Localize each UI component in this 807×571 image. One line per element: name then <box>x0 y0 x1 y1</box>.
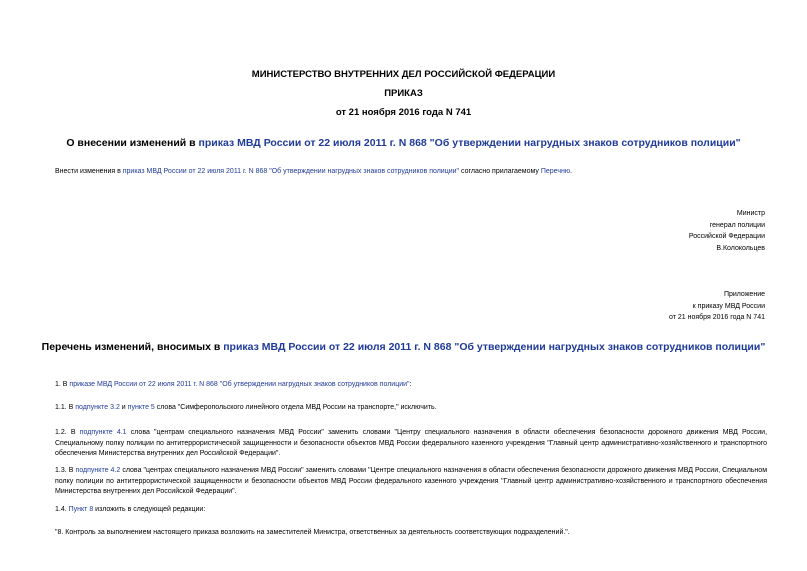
document-title-prefix: О внесении изменений в <box>66 137 199 149</box>
item-1-suffix: : <box>409 381 412 388</box>
item-1-2-prefix: 1.2. В <box>55 429 80 436</box>
intro-suffix: . <box>570 168 573 175</box>
item-1-1-link-point[interactable]: пункте 5 <box>127 404 155 411</box>
item-1-1 <box>55 403 437 413</box>
list-title <box>0 341 807 353</box>
item-1-3 <box>55 466 767 498</box>
list-title-link[interactable]: приказ МВД России от 22 июля 2011 г. N 868 "Об утверждении нагрудных знаков сотрудников полиции" <box>223 341 766 353</box>
appendix-line-3: от 21 ноября 2016 года N 741 <box>669 314 765 321</box>
item-1-3-link[interactable]: подпункте 4.2 <box>75 467 121 474</box>
item-1-4-prefix: 1.4. <box>55 506 69 513</box>
item-1-2-link[interactable]: подпункте 4.1 <box>79 429 127 436</box>
item-1-1-suffix: слова "Симферопольского линейного отдела МВД России на транспорте," исключить. <box>154 404 437 411</box>
appendix-line-2: к приказу МВД России <box>692 302 765 310</box>
signature-line-1: Министр <box>736 210 765 217</box>
appendix-line-1: Приложение <box>723 291 765 298</box>
intro-prefix: Внести изменения в <box>55 168 123 175</box>
document-title <box>0 137 807 149</box>
document-title-link[interactable]: приказ МВД России от 22 июля 2011 г. N 868 "Об утверждении нагрудных знаков сотрудников полиции" <box>198 137 741 149</box>
item-1-2-suffix: слова "центрам специального назначения МВД России" заменить словами "Центру специального назначения в области обеспечения безопасности дорожного движения МВД России, Специальному полку полиции по антитеррористической защищенности и безопасности объектов МВД России федерального казенного учреждения "Главный центр административно-хозяйственного и транспортного обеспечения Министерства внутренних дел Российской Федерации". <box>55 429 768 457</box>
signature-line-2: генерал полиции <box>709 221 765 229</box>
intro-list-link[interactable]: Перечню <box>540 168 571 175</box>
item-1-4-link[interactable]: Пункт 8 <box>68 506 94 513</box>
item-1-4 <box>55 505 205 515</box>
item-1-2 <box>55 428 767 460</box>
item-1-link[interactable]: приказе МВД России от 22 июля 2011 г. N 868 "Об утверждении нагрудных знаков сотрудников полиции" <box>69 381 410 388</box>
intro-paragraph <box>55 167 572 177</box>
order-heading: ПРИКАЗ <box>384 88 423 99</box>
item-1-3-suffix: слова "центрах специального назначения МВД России" заменить словами "Центре специального назначения в области обеспечения безопасности дорожного движения МВД России, Специальном полку полиции по антитеррористической защищенности и безопасности объектов МВД России федерального казенного учреждения "Главный центр административно-хозяйственного и транспортного обеспечения Министерства внутренних дел Российской Федерации". <box>55 467 768 495</box>
item-1 <box>55 380 411 390</box>
intro-middle: согласно прилагаемому <box>459 168 541 175</box>
item-1-1-prefix: 1.1. В <box>55 404 76 411</box>
item-1-4-suffix: изложить в следующей редакции: <box>93 506 206 513</box>
item-1-3-prefix: 1.3. В <box>55 467 76 474</box>
signature-block <box>689 208 765 254</box>
appendix-block <box>669 289 765 324</box>
quoted-point-8: "8. Контроль за выполнением настоящего приказа возложить на заместителей Министра, ответственных за деятельность соответствующих подразделений.". <box>55 529 570 536</box>
item-1-1-link-subpoint[interactable]: подпункте 3.2 <box>75 404 120 411</box>
item-1-1-and: и <box>119 404 128 411</box>
item-1-prefix: 1. В <box>55 381 70 388</box>
list-title-prefix: Перечень изменений, вносимых в <box>41 341 224 353</box>
signature-line-4: В.Колокольцев <box>716 244 765 252</box>
order-date: от 21 ноября 2016 года N 741 <box>335 107 472 118</box>
signature-line-3: Российской Федерации <box>688 233 765 240</box>
intro-order-link[interactable]: приказ МВД России от 22 июля 2011 г. N 868 "Об утверждении нагрудных знаков сотрудников полиции" <box>122 168 460 175</box>
ministry-heading: МИНИСТЕРСТВО ВНУТРЕННИХ ДЕЛ РОССИЙСКОЙ ФЕДЕРАЦИИ <box>251 69 556 80</box>
